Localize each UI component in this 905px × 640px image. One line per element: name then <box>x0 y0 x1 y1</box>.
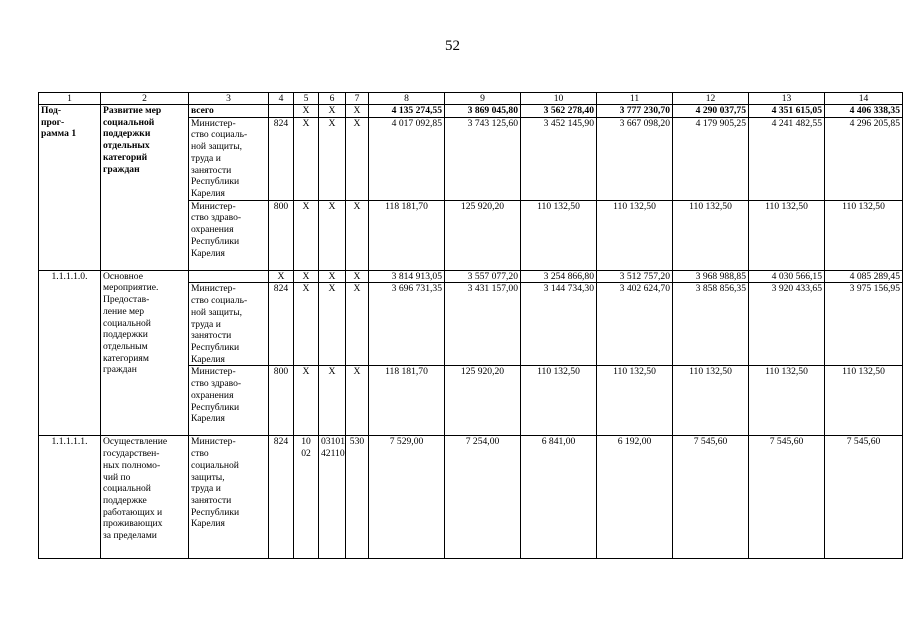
header-cell: 9 <box>445 93 521 105</box>
col-4: 824 <box>269 283 294 366</box>
row-name: Осуществление государствен- ных полномо- чий по социальной поддержке работающих и проживающих за пределами <box>101 436 189 559</box>
col-6: 03101 42110 <box>319 436 346 559</box>
row-name: Основное мероприятие. Предостав- ление мер социальной поддержки отдельным категориям граждан <box>101 270 189 436</box>
col-6: X <box>319 366 346 436</box>
value-cell: 3 743 125,60 <box>445 117 521 200</box>
value-cell: 3 777 230,70 <box>597 105 673 118</box>
col-6: X <box>319 283 346 366</box>
value-cell: 3 562 278,40 <box>521 105 597 118</box>
col-7: X <box>346 283 369 366</box>
value-cell: 110 132,50 <box>749 366 825 436</box>
value-cell: 3 696 731,35 <box>369 283 445 366</box>
col-4: 824 <box>269 436 294 559</box>
value-cell: 3 254 866,80 <box>521 270 597 283</box>
value-cell: 118 181,70 <box>369 366 445 436</box>
value-cell: 3 557 077,20 <box>445 270 521 283</box>
value-cell: 3 814 913,05 <box>369 270 445 283</box>
col-7: X <box>346 105 369 118</box>
value-cell: 3 452 145,90 <box>521 117 597 200</box>
col-7: X <box>346 366 369 436</box>
value-cell: 110 132,50 <box>673 200 749 270</box>
executor: Министер- ство здраво- охранения Республики Карелия <box>189 200 269 270</box>
value-cell: 4 085 289,45 <box>825 270 903 283</box>
executor <box>189 270 269 283</box>
col-7: 530 <box>346 436 369 559</box>
row-code: Под- прог- рамма 1 <box>39 105 101 271</box>
executor: Министер- ство социальной защиты, труда и занятости Республики Карелия <box>189 436 269 559</box>
col-5: X <box>294 283 319 366</box>
value-cell: 4 135 274,55 <box>369 105 445 118</box>
header-cell: 3 <box>189 93 269 105</box>
col-4 <box>269 105 294 118</box>
col-4: 800 <box>269 200 294 270</box>
value-cell: 3 667 098,20 <box>597 117 673 200</box>
value-cell: 4 030 566,15 <box>749 270 825 283</box>
value-cell: 110 132,50 <box>825 200 903 270</box>
row-name: Развитие мер социальной поддержки отдельных категорий граждан <box>101 105 189 271</box>
header-cell: 1 <box>39 93 101 105</box>
col-5: X <box>294 200 319 270</box>
value-cell: 110 132,50 <box>521 366 597 436</box>
value-cell: 4 296 205,85 <box>825 117 903 200</box>
header-cell: 5 <box>294 93 319 105</box>
value-cell: 3 920 433,65 <box>749 283 825 366</box>
header-cell: 4 <box>269 93 294 105</box>
value-cell: 4 406 338,35 <box>825 105 903 118</box>
col-6: X <box>319 105 346 118</box>
table-row <box>39 105 903 118</box>
header-cell: 6 <box>319 93 346 105</box>
col-5: X <box>294 270 319 283</box>
header-cell: 14 <box>825 93 903 105</box>
value-cell: 3 869 045,80 <box>445 105 521 118</box>
header-row <box>39 93 903 105</box>
executor: Министер- ство социаль- ной защиты, труда и занятости Республики Карелия <box>189 117 269 200</box>
header-cell: 7 <box>346 93 369 105</box>
col-4: 800 <box>269 366 294 436</box>
col-5: X <box>294 105 319 118</box>
header-cell: 12 <box>673 93 749 105</box>
header-cell: 11 <box>597 93 673 105</box>
row-code: 1.1.1.1.1. <box>39 436 101 559</box>
value-cell: 110 132,50 <box>673 366 749 436</box>
col-4: 824 <box>269 117 294 200</box>
value-cell: 7 545,60 <box>749 436 825 559</box>
value-cell: 110 132,50 <box>521 200 597 270</box>
value-cell: 3 975 156,95 <box>825 283 903 366</box>
table-row <box>39 270 903 283</box>
value-cell: 118 181,70 <box>369 200 445 270</box>
value-cell: 4 179 905,25 <box>673 117 749 200</box>
header-cell: 8 <box>369 93 445 105</box>
value-cell: 3 968 988,85 <box>673 270 749 283</box>
value-cell: 125 920,20 <box>445 200 521 270</box>
value-cell: 110 132,50 <box>749 200 825 270</box>
value-cell: 4 351 615,05 <box>749 105 825 118</box>
table-row <box>39 436 903 559</box>
row-code: 1.1.1.1.0. <box>39 270 101 436</box>
executor: всего <box>189 105 269 118</box>
value-cell: 7 254,00 <box>445 436 521 559</box>
col-5: X <box>294 117 319 200</box>
col-6: X <box>319 200 346 270</box>
value-cell: 4 290 037,75 <box>673 105 749 118</box>
col-4: X <box>269 270 294 283</box>
value-cell: 7 545,60 <box>825 436 903 559</box>
value-cell: 110 132,50 <box>825 366 903 436</box>
header-cell: 13 <box>749 93 825 105</box>
col-7: X <box>346 200 369 270</box>
value-cell: 7 545,60 <box>673 436 749 559</box>
value-cell: 3 144 734,30 <box>521 283 597 366</box>
executor: Министер- ство социаль- ной защиты, труда и занятости Республики Карелия <box>189 283 269 366</box>
page-number: 52 <box>445 38 460 54</box>
col-6: X <box>319 117 346 200</box>
header-cell: 2 <box>101 93 189 105</box>
value-cell: 3 512 757,20 <box>597 270 673 283</box>
col-5: X <box>294 366 319 436</box>
col-6: X <box>319 270 346 283</box>
value-cell: 110 132,50 <box>597 366 673 436</box>
value-cell: 6 841,00 <box>521 436 597 559</box>
value-cell: 3 402 624,70 <box>597 283 673 366</box>
value-cell: 4 017 092,85 <box>369 117 445 200</box>
value-cell: 125 920,20 <box>445 366 521 436</box>
value-cell: 6 192,00 <box>597 436 673 559</box>
value-cell: 7 529,00 <box>369 436 445 559</box>
header-cell: 10 <box>521 93 597 105</box>
value-cell: 3 431 157,00 <box>445 283 521 366</box>
col-5: 10 02 <box>294 436 319 559</box>
value-cell: 4 241 482,55 <box>749 117 825 200</box>
col-7: X <box>346 270 369 283</box>
col-7: X <box>346 117 369 200</box>
executor: Министер- ство здраво- охранения Республики Карелия <box>189 366 269 436</box>
budget-table <box>38 92 903 559</box>
value-cell: 110 132,50 <box>597 200 673 270</box>
value-cell: 3 858 856,35 <box>673 283 749 366</box>
